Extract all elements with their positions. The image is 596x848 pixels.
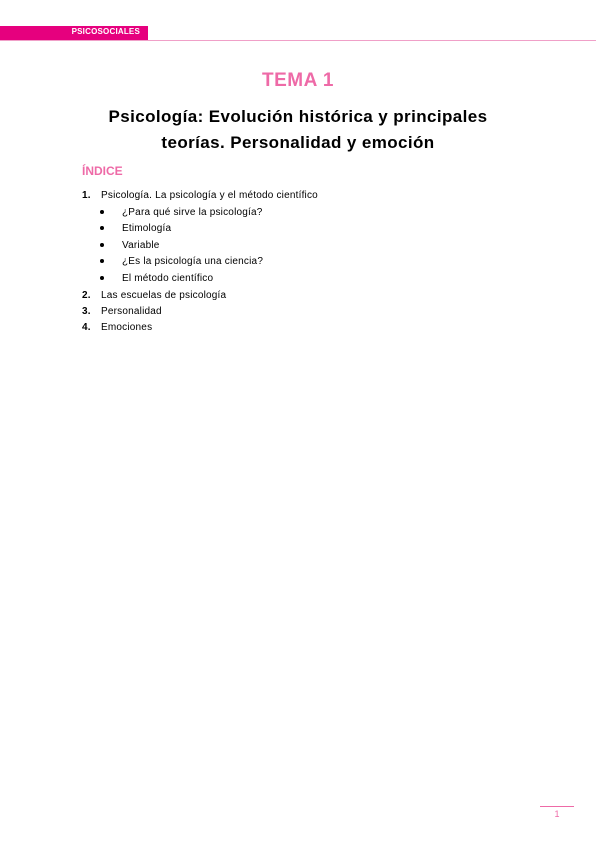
footer-divider <box>540 806 574 807</box>
page-title-line-1: Psicología: Evolución histórica y principales <box>108 107 488 126</box>
toc-subitem-label: El método científico <box>122 273 214 284</box>
topic-number: TEMA 1 <box>262 70 334 91</box>
toc-item-label: Las escuelas de psicología <box>101 290 227 301</box>
header-divider <box>0 40 596 41</box>
toc-subitem-label: Variable <box>122 240 160 251</box>
toc-item-number: 1. <box>82 190 91 201</box>
toc-subitem-label: Etimología <box>122 223 172 234</box>
toc-item-label: Emociones <box>101 322 153 333</box>
toc-subitem-label: ¿Es la psicología una ciencia? <box>122 256 264 267</box>
bullet-icon <box>100 276 104 280</box>
page-title-line-2: teorías. Personalidad y emoción <box>161 133 435 152</box>
header-band <box>0 26 148 40</box>
toc-item-label: Personalidad <box>101 306 162 317</box>
header-section-label: PSICOSOCIALES <box>71 27 140 36</box>
bullet-icon <box>100 243 104 247</box>
page-title <box>60 104 536 156</box>
toc-item-label: Psicología. La psicología y el método científico <box>101 190 318 201</box>
toc-subitem-label: ¿Para qué sirve la psicología? <box>122 207 263 218</box>
toc-item-number: 3. <box>82 306 91 317</box>
toc-item-number: 4. <box>82 322 91 333</box>
toc-item-number: 2. <box>82 290 91 301</box>
bullet-icon <box>100 259 104 263</box>
index-heading: ÍNDICE <box>82 164 123 178</box>
bullet-icon <box>100 226 104 230</box>
page-number: 1 <box>554 809 560 819</box>
bullet-icon <box>100 210 104 214</box>
